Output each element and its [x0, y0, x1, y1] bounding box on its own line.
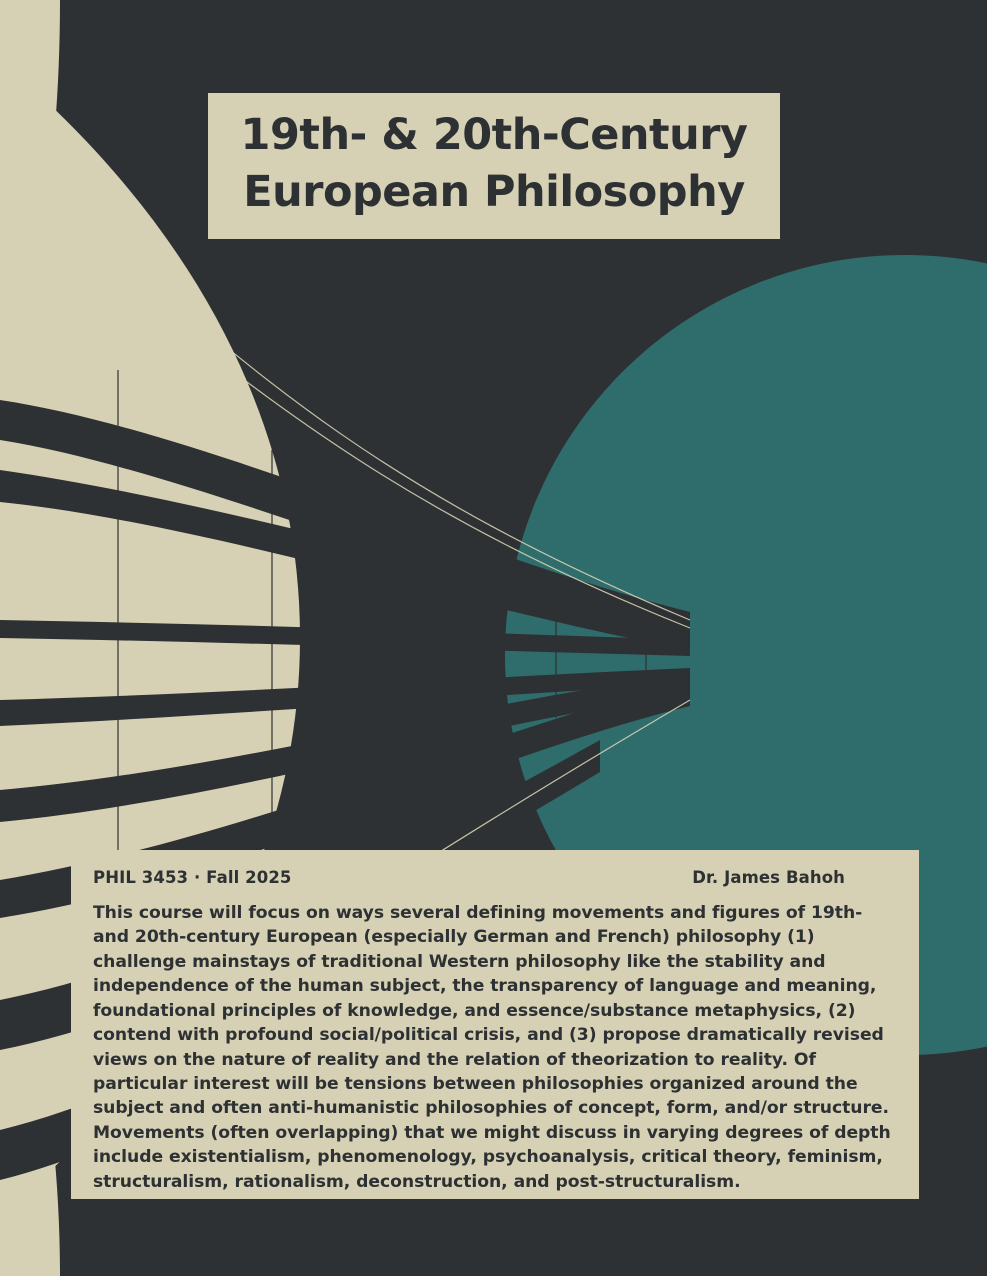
- page-title-line-1: 19th- & 20th-Century: [240, 110, 748, 160]
- page-title-line-2: European Philosophy: [243, 166, 745, 217]
- course-description: This course will focus on ways several defining movements and figures of 19th- and 20th-century European (especially German and French) philosophy (1) challenge mainstays of traditional Western philosophy like the stability and independence of the human subject, the transparency of language and meaning, foundational principles of knowledge, and essence/substance metaphysics, (2) contend with profound social/political crisis, and (3) propose dramatically revised views on the nature of reality and the relation of theorization to reality. Of particular interest will be tensions between philosophies organized around the subject and often anti-humanistic philosophies of concept, form, and/or structure. Movements (often overlapping) that we might discuss in varying degrees of depth include existentialism, phenomenology, psychoanalysis, critical theory, feminism, structuralism, rationalism, deconstruction, and post-structuralism.: [93, 903, 891, 1192]
- title-plate: [208, 93, 780, 239]
- course-meta-row: [93, 868, 895, 887]
- course-info-panel: [71, 850, 919, 1199]
- instructor-name: Dr. James Bahoh: [692, 868, 845, 887]
- course-code-term: PHIL 3453 · Fall 2025: [93, 868, 292, 887]
